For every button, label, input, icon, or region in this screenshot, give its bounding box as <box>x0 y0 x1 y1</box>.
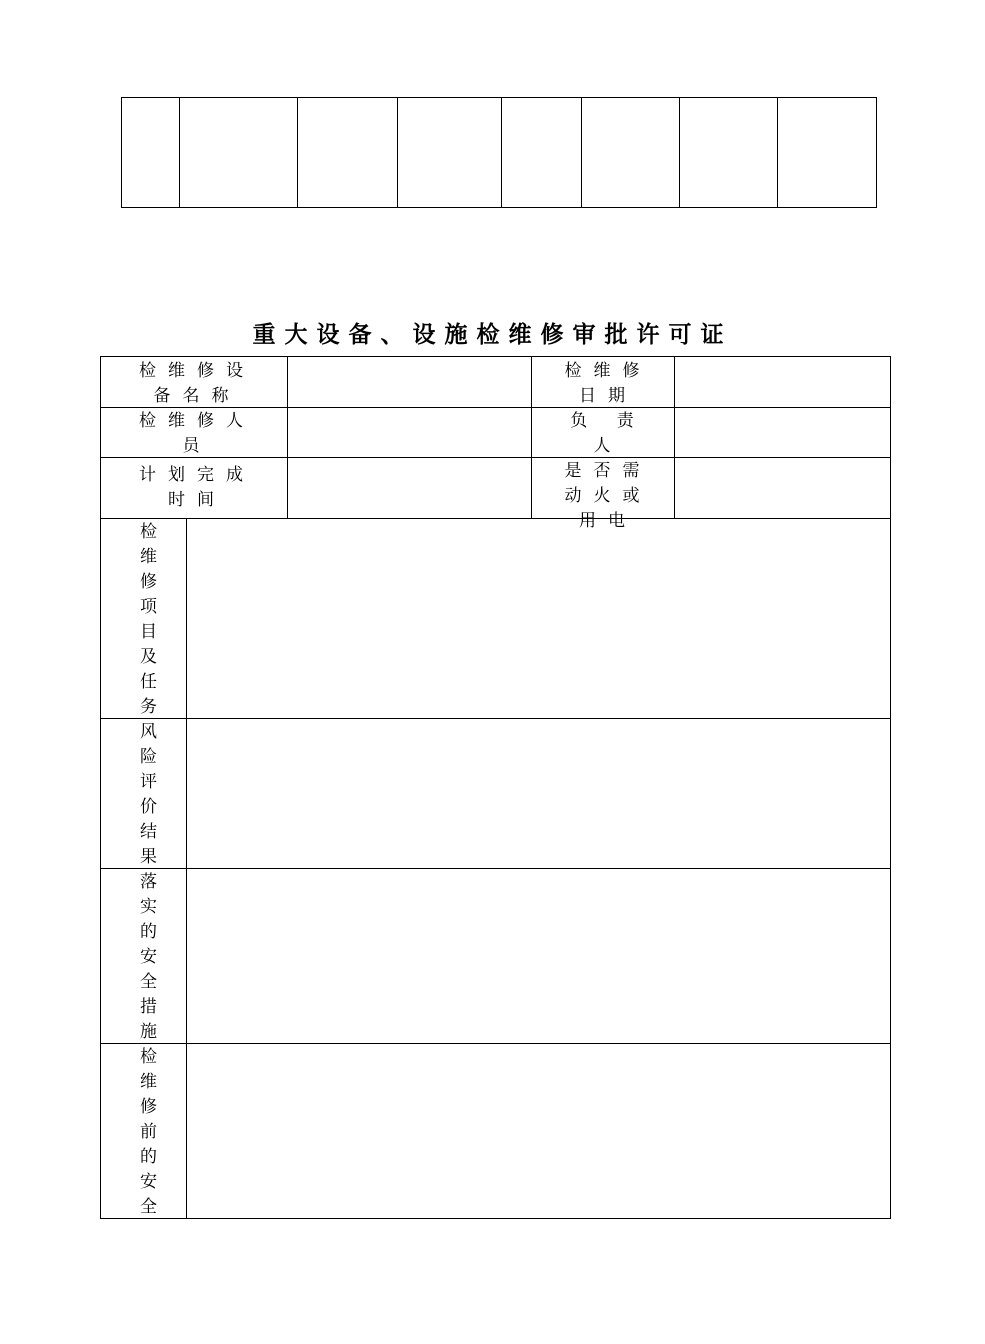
items-field[interactable] <box>187 519 890 718</box>
risk-label: 风险评价结果 <box>140 722 157 867</box>
hot-work-label: 是否需动火或用电 <box>564 461 652 531</box>
table-column-divider <box>581 98 582 207</box>
maintenance-date-field[interactable] <box>675 358 890 407</box>
personnel-field[interactable] <box>288 408 531 457</box>
permit-form <box>100 356 891 1219</box>
safety-measures-label: 落实的安全措施 <box>140 872 157 1042</box>
leader-label: 负 责 人 <box>570 411 646 456</box>
table-column-divider <box>679 98 680 207</box>
equipment-name-field[interactable] <box>288 358 531 407</box>
table-column-divider <box>501 98 502 207</box>
pre-maintenance-safety-field[interactable] <box>187 1044 890 1218</box>
pre-maintenance-safety-label: 检维修前的安全 <box>140 1047 157 1217</box>
table-column-divider <box>397 98 398 207</box>
leader-field[interactable] <box>675 408 890 457</box>
personnel-label: 检维修人员 <box>139 411 255 456</box>
table-column-divider <box>777 98 778 207</box>
table-column-divider <box>179 98 180 207</box>
safety-measures-field[interactable] <box>187 869 890 1043</box>
risk-field[interactable] <box>187 719 890 868</box>
hot-work-field[interactable] <box>675 458 890 518</box>
equipment-name-label: 检维修设备名称 <box>139 361 255 406</box>
maintenance-date-label: 检维修日期 <box>564 361 652 406</box>
planned-completion-label: 计划完成时间 <box>139 465 255 510</box>
permit-title: 重大设备、设施检维修审批许可证 <box>252 321 733 348</box>
previous-table-fragment <box>121 97 877 208</box>
column-divider <box>531 357 532 519</box>
planned-completion-field[interactable] <box>288 458 531 518</box>
items-label: 检维修项目及任务 <box>140 522 157 717</box>
table-column-divider <box>297 98 298 207</box>
